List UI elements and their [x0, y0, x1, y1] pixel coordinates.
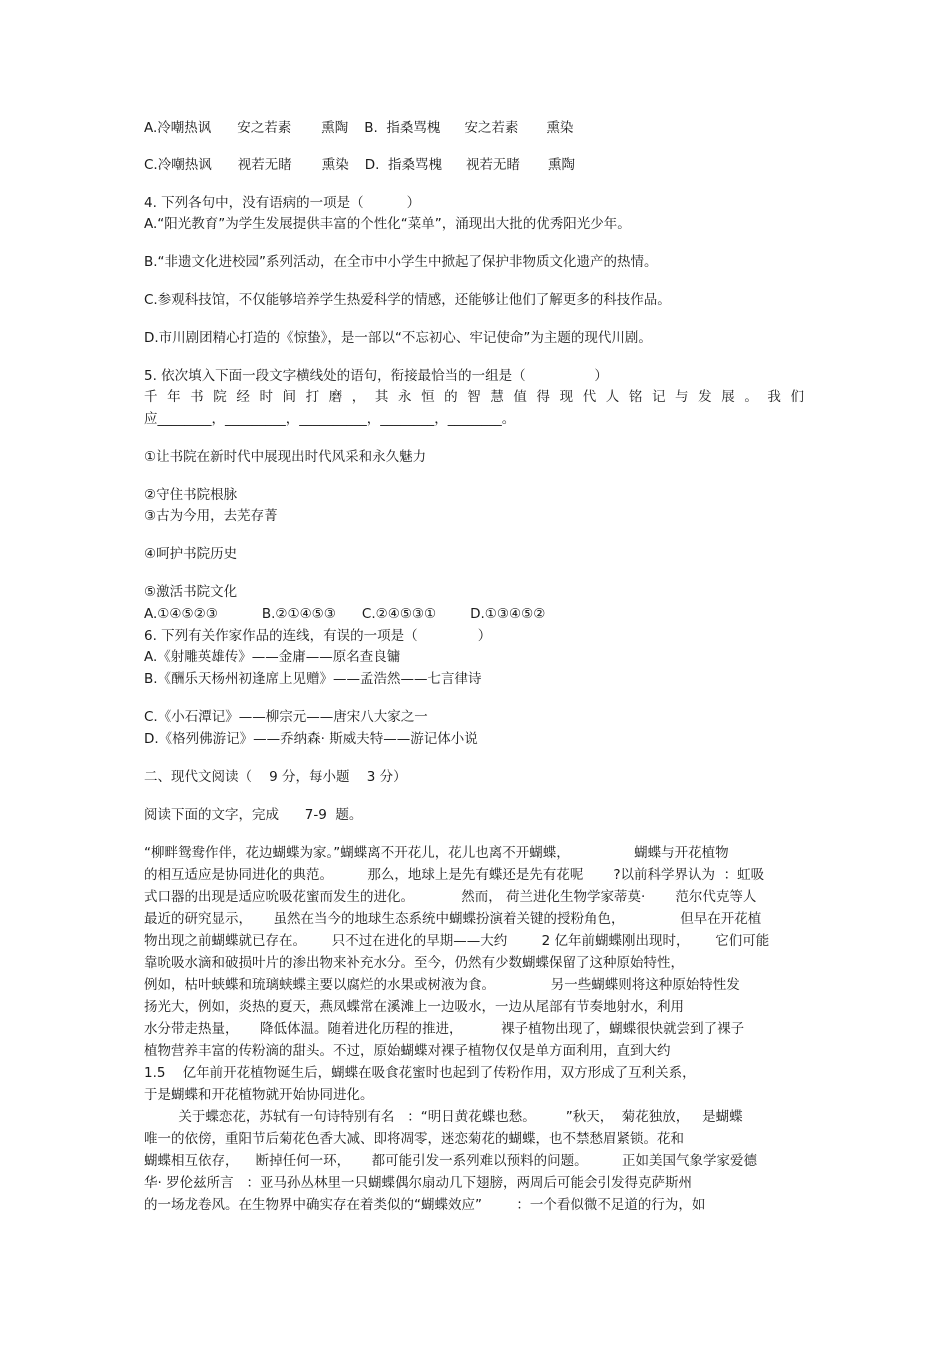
passage-line [144, 866, 764, 884]
passage-line-text: 关于蝶恋花，苏轼有一句诗特别有名 ：“明日黄花蝶也愁。 ”秋天， 菊花独放， 是蝴蝶 [144, 1109, 743, 1125]
passage-line-text: 蝴蝶相互依存， 断掉任何一环， 都可能引发一系列难以预料的问题。 正如美国气象学家爱德 [144, 1153, 757, 1169]
passage-line-text: 1.5 亿年前开花植物诞生后，蝴蝶在吸食花蜜时也起到了传粉作用，双方形成了互利关系， [144, 1065, 696, 1081]
q4-option-d [144, 329, 652, 347]
q3-option-c-word2: 视若无睹 [237, 157, 292, 173]
q5-choice-b: B.②①④⑤③ [261, 606, 336, 622]
passage-line [144, 976, 740, 994]
q4-stem-text: 4. 下列各句中，没有语病的一项是（ ） [144, 195, 421, 211]
q5-option-1-text: ①让书院在新时代中展现出时代风采和永久魅力 [144, 449, 427, 465]
q5-option-4-text: ④呵护书院历史 [144, 546, 238, 562]
q3-option-a-word2: 安之若素 [237, 120, 292, 136]
passage-line [144, 844, 729, 862]
passage-line-text: 靠吮吸水滴和破损叶片的渗出物来补充水分。至今，仍然有少数蝴蝶保留了这种原始特性， [144, 955, 684, 971]
q5-choice-c: C.②④⑤③① [361, 606, 437, 622]
q6-option-b-text: B.《酬乐天杨州初逢席上见赠》——孟浩然——七言律诗 [144, 671, 482, 687]
passage-line [144, 932, 769, 950]
passage-line [144, 1152, 757, 1170]
q4-option-b-text: B.“非遗文化进校园”系列活动，在全市中小学生中掀起了保护非物质文化遗产的热情。 [144, 254, 658, 270]
passage-line [144, 1064, 696, 1082]
passage-line [144, 1130, 684, 1148]
q3-option-b-word2: 安之若素 [464, 120, 519, 136]
passage-line-text: 植物营养丰富的传粉滴的甜头。不过，原始蝴蝶对裸子植物仅仅是单方面利用，直到大约 [144, 1043, 671, 1059]
q4-option-a-text: A.“阳光教育”为学生发展提供丰富的个性化“菜单”，涌现出大批的优秀阳光少年。 [144, 216, 631, 232]
passage-line [144, 998, 684, 1016]
q5-option-4 [144, 545, 237, 563]
section-2-title [144, 768, 407, 786]
q5-option-3-text: ③古为今用，去芜存菁 [144, 508, 278, 524]
passage-line [144, 1086, 374, 1104]
passage-line-text: 扬光大，例如，炎热的夏天，燕凤蝶常在溪滩上一边吸水，一边从尾部有节奏地射水，利用 [144, 999, 684, 1015]
q5-passage-line2 [144, 410, 515, 428]
q4-option-a [144, 215, 631, 233]
passage-line [144, 888, 756, 906]
q3-option-d-word3: 熏陶 [548, 157, 575, 173]
q3-option-d: D. 指桑骂槐 [364, 157, 442, 173]
q3-options-cd [144, 156, 575, 174]
passage-line [144, 1196, 705, 1214]
q5-choices [144, 605, 545, 623]
section-2-instruction [144, 806, 362, 824]
section-2-instruction-text: 阅读下面的文字，完成 7-9 题。 [144, 807, 363, 823]
passage-line [144, 1020, 744, 1038]
q5-passage-line1: 千 年 书 院 经 时 间 打 磨 ， 其 永 恒 的 智 慧 值 得 现 代 人 铭 记 与 发 展 。 我 们 [144, 389, 804, 405]
passage-line-text: 华· 罗伦兹所言 ：亚马孙丛林里一只蝴蝶偶尔扇动几下翅膀，两周后可能会引发得克萨斯州 [144, 1175, 692, 1191]
passage-line-text: 式口器的出现是适应吮吸花蜜而发生的进化。 然而， 荷兰进化生物学家蒂莫· 范尔代克等人 [144, 889, 757, 905]
passage-line [144, 1174, 692, 1192]
q6-stem [144, 627, 491, 645]
passage-line-text: 的相互适应是协同进化的典范。 那么，地球上是先有蝶还是先有花呢 ?以前科学界认为 ：虹吸 [144, 867, 765, 883]
q3-options-ab [144, 119, 573, 137]
q3-option-a: A.冷嘲热讽 [144, 120, 212, 136]
q6-option-d-text: D.《格列佛游记》——乔纳森· 斯威夫特——游记体小说 [144, 731, 478, 747]
q5-option-2-text: ②守住书院根脉 [144, 487, 238, 503]
section-2-title-text: 二、现代文阅读（ 9 分，每小题 3 分） [144, 769, 407, 785]
passage-line-text: 最近的研究显示， 虽然在当今的地球生态系统中蝴蝶扮演着关键的授粉角色， 但早在开花植 [144, 911, 762, 927]
q6-stem-text: 6. 下列有关作家作品的连线，有误的一项是（ ） [144, 628, 492, 644]
passage-line-text: “柳畔鸳鸯作伴，花边蝴蝶为家。”蝴蝶离不开花儿，花儿也离不开蝴蝶， 蝴蝶与开花植物 [144, 845, 729, 861]
q5-passage-line2-text: 应________，_________，__________，________，________。 [144, 411, 516, 427]
q5-option-1 [144, 448, 426, 466]
q3-option-c-word3: 熏染 [321, 157, 349, 173]
passage-line-text: 的一场龙卷风。在生物界中确实存在着类似的“蝴蝶效应” ：一个看似微不足道的行为，如 [144, 1197, 706, 1213]
q5-choice-a: A.①④⑤②③ [144, 606, 218, 622]
passage-line-text: 唯一的依傍，重阳节后菊花色香大减、即将凋零，迷恋菊花的蝴蝶，也不禁愁眉紧锁。花和 [144, 1131, 684, 1147]
q5-option-3 [144, 507, 278, 525]
passage-line-text: 于是蝴蝶和开花植物就开始协同进化。 [144, 1087, 374, 1103]
q4-option-d-text: D.市川剧团精心打造的《惊蛰》，是一部以“不忘初心、牢记使命”为主题的现代川剧。 [144, 330, 652, 346]
passage-line-text: 水分带走热量， 降低体温。随着进化历程的推进， 裸子植物出现了，蝴蝶很快就尝到了裸子 [144, 1021, 745, 1037]
q6-option-a-text: A.《射雕英雄传》——金庸——原名查良镛 [144, 649, 401, 665]
q3-option-b-word3: 熏染 [546, 120, 574, 136]
q3-option-b: B. 指桑骂槐 [364, 120, 441, 136]
passage-line-text: 物出现之前蝴蝶就已存在。 只不过在进化的早期——大约 2 亿年前蝴蝶刚出现时， 它们可能 [144, 933, 770, 949]
q5-stem [144, 367, 608, 385]
q6-option-d [144, 730, 478, 748]
q5-option-5-text: ⑤激活书院文化 [144, 584, 238, 600]
q4-option-b [144, 253, 658, 271]
q5-option-2 [144, 486, 237, 504]
q4-stem [144, 194, 420, 212]
q5-choice-d: D.①③④⑤② [470, 606, 546, 622]
q5-option-5 [144, 583, 237, 601]
passage-line [144, 954, 684, 972]
q3-option-c: C.冷嘲热讽 [144, 157, 212, 173]
q4-option-c [144, 291, 671, 309]
q3-option-d-word2: 视若无睹 [466, 157, 520, 173]
q6-option-b [144, 670, 482, 688]
q6-option-c [144, 708, 428, 726]
passage-line [144, 1042, 671, 1060]
q5-stem-text: 5. 依次填入下面一段文字横线处的语句，衔接最恰当的一组是（ ） [144, 368, 608, 384]
q6-option-c-text: C.《小石潭记》——柳宗元——唐宋八大家之一 [144, 709, 428, 725]
passage-line-text: 例如，枯叶蛱蝶和琉璃蛱蝶主要以腐烂的水果或树液为食。 另一些蝴蝶则将这种原始特性发 [144, 977, 740, 993]
q3-option-a-word3: 熏陶 [321, 120, 349, 136]
q6-option-a [144, 648, 400, 666]
q4-option-c-text: C.参观科技馆，不仅能够培养学生热爱科学的情感，还能够让他们了解更多的科技作品。 [144, 292, 671, 308]
passage-line [144, 1108, 743, 1126]
passage-line [144, 910, 761, 928]
